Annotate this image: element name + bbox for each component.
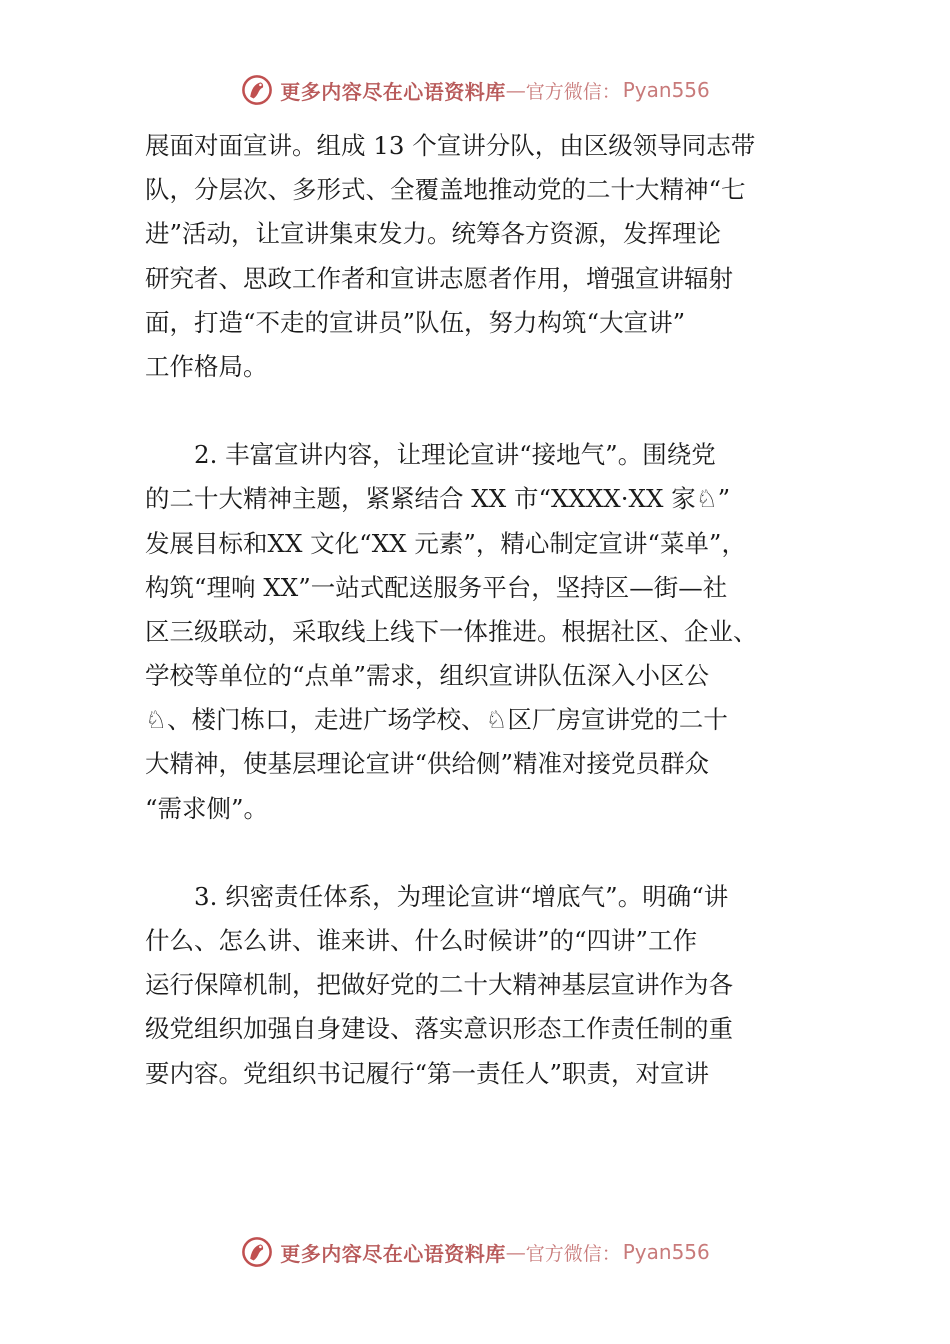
text-line: 学校等单位的“点单”需求，组织宣讲队伍深入小区公 — [145, 661, 710, 691]
text-line: 2. 丰富宣讲内容，让理论宣讲“接地气”。围绕党 — [145, 440, 716, 470]
footer-watermark-banner — [0, 1232, 950, 1272]
text-line: 进”活动，让宣讲集束发力。统筹各方资源，发挥理论 — [145, 219, 722, 249]
paragraph-spacer — [145, 389, 835, 433]
paragraph-3 — [145, 875, 835, 1096]
text-line: 研究者、思政工作者和宣讲志愿者作用，增强宣讲辐射 — [145, 263, 733, 293]
text-line: 面，打造“不走的宣讲员”队伍，努力构筑“大宣讲” — [145, 307, 686, 337]
banner-wechat-id: Pyan556 — [622, 78, 710, 102]
banner-wechat-id: Pyan556 — [622, 1240, 710, 1264]
text-line: 区三级联动，采取线上线下一体推进。根据社区、企业、 — [145, 616, 758, 646]
paragraph-spacer — [145, 831, 835, 875]
text-line: “需求侧”。 — [145, 793, 269, 823]
paragraph-1 — [145, 124, 835, 389]
text-line: 的二十大精神主题，紧紧结合 XX 市“XXXX·XX 家♘” — [145, 484, 731, 514]
banner-dash: — — [505, 78, 526, 102]
text-line: 大精神，使基层理论宣讲“供给侧”精准对接党员群众 — [145, 749, 710, 779]
banner-subtitle: 官方微信： — [525, 1242, 621, 1265]
header-watermark-banner — [0, 70, 950, 110]
banner-subtitle: 官方微信： — [525, 80, 621, 103]
banner-title: 更多内容尽在心语资料库 — [280, 79, 506, 104]
document-body — [145, 124, 835, 1096]
text-line: 什么、怎么讲、谁来讲、什么时候讲”的“四讲”工作 — [145, 926, 698, 955]
text-line: 发展目标和XX 文化“XX 元素”，精心制定宣讲“菜单”， — [145, 528, 746, 558]
text-line: ♘、楼门栋口，走进广场学校、♘区厂房宣讲党的二十 — [145, 705, 728, 735]
text-line: 级党组织加强自身建设、落实意识形态工作责任制的重 — [145, 1014, 733, 1044]
banner-dash: — — [505, 1240, 526, 1264]
text-line: 运行保障机制，把做好党的二十大精神基层宣讲作为各 — [145, 970, 733, 1000]
text-line: 队，分层次、多形式、全覆盖地推动党的二十大精神“七 — [145, 175, 746, 205]
text-line: 构筑“理响 XX”一站式配送服务平台，坚持区—街—社 — [145, 572, 728, 602]
text-line: 展面对面宣讲。组成 13 个宣讲分队，由区级领导同志带 — [145, 131, 756, 160]
paragraph-2 — [145, 433, 835, 831]
text-line: 要内容。党组织书记履行“第一责任人”职责，对宣讲 — [145, 1058, 710, 1088]
text-line: 3. 织密责任体系，为理论宣讲“增底气”。明确“讲 — [145, 881, 729, 911]
text-line: 工作格局。 — [145, 351, 268, 381]
banner-title: 更多内容尽在心语资料库 — [280, 1241, 506, 1266]
horse-logo-icon — [240, 73, 274, 107]
horse-logo-icon — [240, 1235, 274, 1269]
